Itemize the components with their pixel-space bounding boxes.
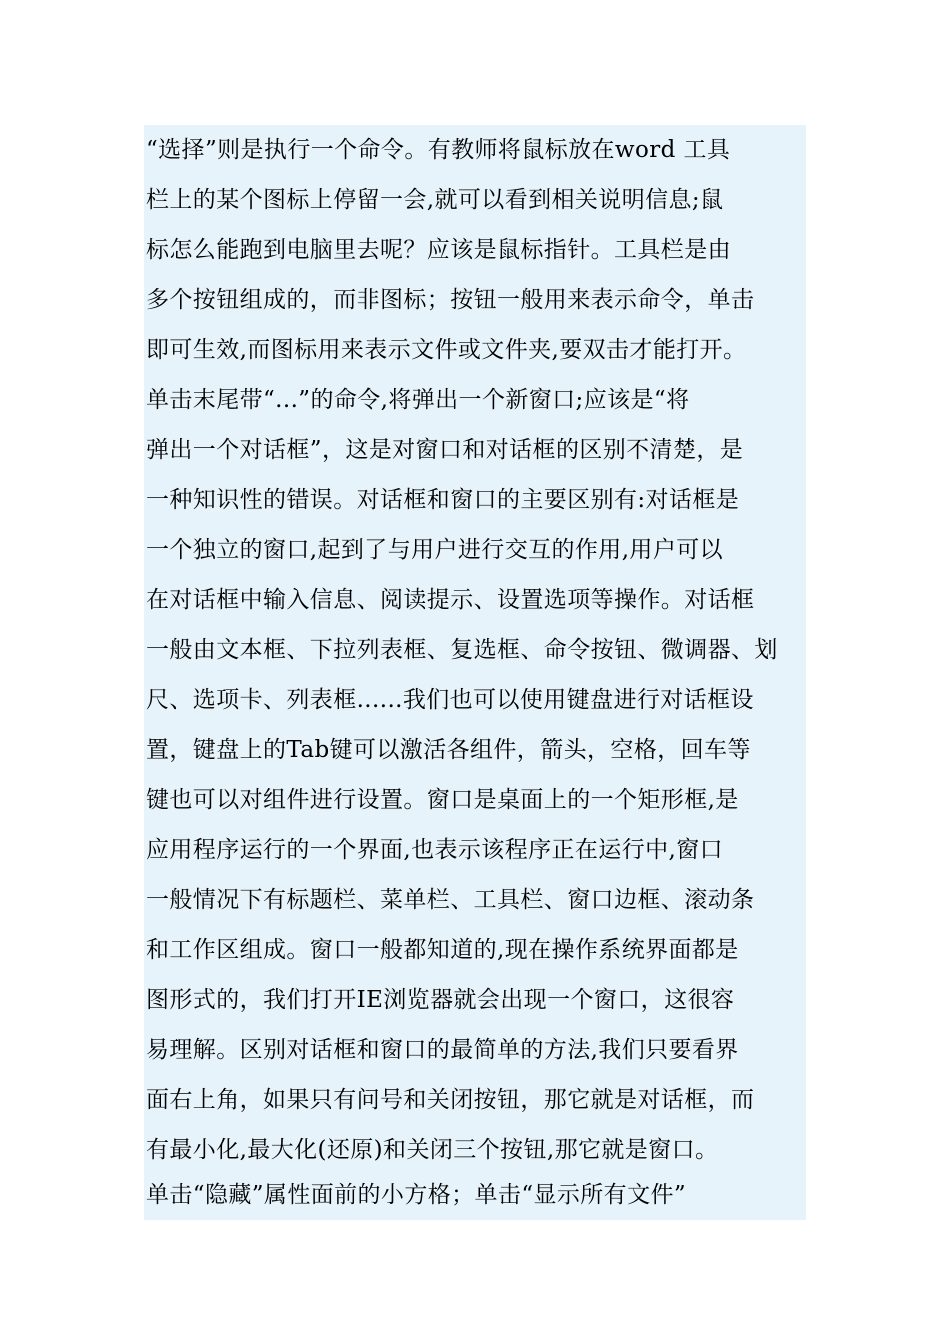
text-line: 键也可以对组件进行设置。窗口是桌面上的一个矩形框,是	[146, 787, 739, 813]
text-line: 图形式的，我们打开IE浏览器就会出现一个窗口，这很容	[146, 987, 735, 1013]
text-line: 一种知识性的错误。对话框和窗口的主要区别有:对话框是	[146, 487, 740, 513]
text-line: 单击“隐藏”属性面前的小方格；单击“显示所有文件”	[146, 1182, 687, 1208]
text-line: 一般情况下有标题栏、菜单栏、工具栏、窗口边框、滚动条	[146, 887, 755, 913]
text-line: 面右上角，如果只有问号和关闭按钮，那它就是对话框，而	[146, 1087, 755, 1113]
highlighted-text-block	[144, 125, 806, 1220]
text-line: 栏上的某个图标上停留一会,就可以看到相关说明信息;鼠	[146, 187, 724, 213]
text-line: 和工作区组成。窗口一般都知道的,现在操作系统界面都是	[146, 937, 739, 963]
text-line: 在对话框中输入信息、阅读提示、设置选项等操作。对话框	[146, 587, 755, 613]
text-line: 易理解。区别对话框和窗口的最简单的方法,我们只要看界	[146, 1037, 739, 1063]
text-line: 即可生效,而图标用来表示文件或文件夹,要双击才能打开。	[146, 337, 747, 363]
text-line: 一般由文本框、下拉列表框、复选框、命令按钮、微调器、划	[146, 637, 778, 663]
text-line: 应用程序运行的一个界面,也表示该程序正在运行中,窗口	[146, 837, 724, 863]
text-line: “选择”则是执行一个命令。有教师将鼠标放在word 工具	[146, 137, 731, 163]
text-line: 单击末尾带“...”的命令,将弹出一个新窗口;应该是“将	[146, 387, 690, 413]
text-line: 弹出一个对话框”，这是对窗口和对话框的区别不清楚，是	[146, 437, 744, 463]
text-line: 置，键盘上的Tab键可以激活各组件，箭头，空格，回车等	[146, 737, 751, 763]
text-line: 一个独立的窗口,起到了与用户进行交互的作用,用户可以	[146, 537, 724, 563]
text-line: 标怎么能跑到电脑里去呢？应该是鼠标指针。工具栏是由	[146, 237, 731, 263]
text-line: 多个按钮组成的，而非图标；按钮一般用来表示命令，单击	[146, 287, 755, 313]
text-line: 有最小化,最大化(还原)和关闭三个按钮,那它就是窗口。	[146, 1137, 719, 1163]
text-line: 尺、选项卡、列表框......我们也可以使用键盘进行对话框设	[146, 687, 754, 713]
